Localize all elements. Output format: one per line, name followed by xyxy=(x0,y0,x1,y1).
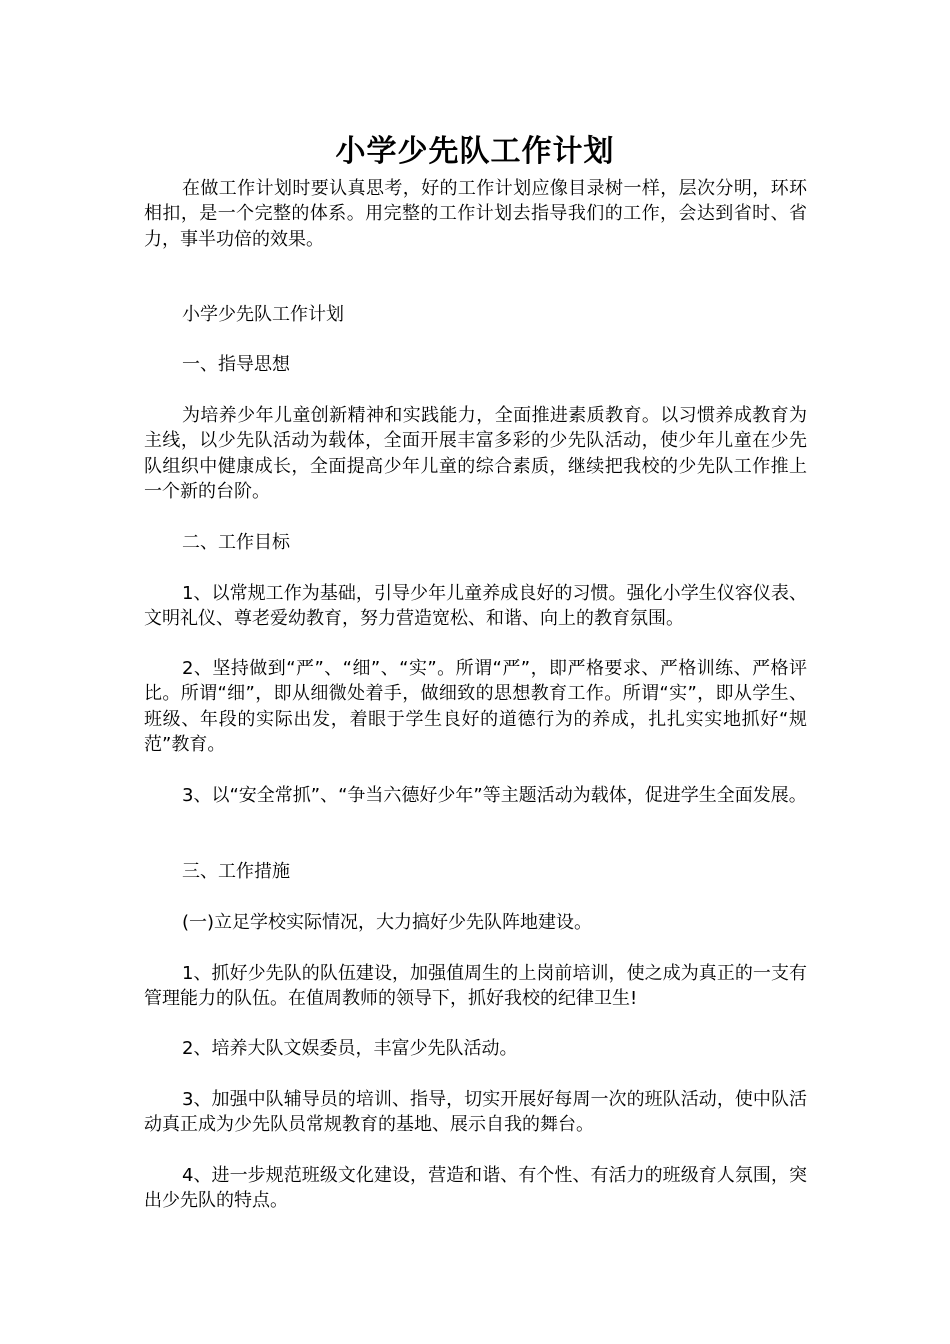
goal-item-1: 1、以常规工作为基础，引导少年儿童养成良好的习惯。强化小学生仪容仪表、文明礼仪、尊老爱幼教育，努力营造宽松、和谐、向上的教育氛围。 xyxy=(144,583,807,630)
measure-item-2: 2、培养大队文娱委员，丰富少先队活动。 xyxy=(182,1038,518,1059)
goal-item-3: 3、以“安全常抓”、“争当六德好少年”等主题活动为载体，促进学生全面发展。 xyxy=(182,785,807,806)
measure-subsection-1: (一)立足学校实际情况，大力搞好少先队阵地建设。 xyxy=(182,912,593,933)
section-heading-guiding-ideology: 一、指导思想 xyxy=(182,354,290,375)
section-heading-work-measures: 三、工作措施 xyxy=(182,861,290,882)
section-heading-work-goals: 二、工作目标 xyxy=(182,532,290,553)
document-title: 小学少先队工作计划 xyxy=(335,134,615,169)
goal-item-2: 2、坚持做到“严”、“细”、“实”。所谓“严”，即严格要求、严格训练、严格评比。所谓“细”，即从细微处着手，做细致的思想教育工作。所谓“实”，即从学生、班级、年段的实际出发，着眼于学生良好的道德行为的养成，扎扎实实地抓好“规范”教育。 xyxy=(144,658,807,756)
measure-item-3: 3、加强中队辅导员的培训、指导，切实开展好每周一次的班队活动，使中队活动真正成为少先队员常规教育的基地、展示自我的舞台。 xyxy=(144,1089,807,1136)
guiding-ideology-paragraph: 为培养少年儿童创新精神和实践能力，全面推进素质教育。以习惯养成教育为主线，以少先队活动为载体，全面开展丰富多彩的少先队活动，使少年儿童在少先队组织中健康成长，全面提高少年儿童的综合素质，继续把我校的少先队工作推上一个新的台阶。 xyxy=(144,405,807,503)
measure-item-1: 1、抓好少先队的队伍建设，加强值周生的上岗前培训，使之成为真正的一支有管理能力的队伍。在值周教师的领导下，抓好我校的纪律卫生! xyxy=(144,963,807,1010)
intro-paragraph: 在做工作计划时要认真思考，好的工作计划应像目录树一样，层次分明，环环相扣，是一个完整的体系。用完整的工作计划去指导我们的工作，会达到省时、省力，事半功倍的效果。 xyxy=(144,178,807,250)
plan-subtitle: 小学少先队工作计划 xyxy=(182,304,344,325)
measure-item-4: 4、进一步规范班级文化建设，营造和谐、有个性、有活力的班级育人氛围，突出少先队的特点。 xyxy=(144,1165,807,1212)
